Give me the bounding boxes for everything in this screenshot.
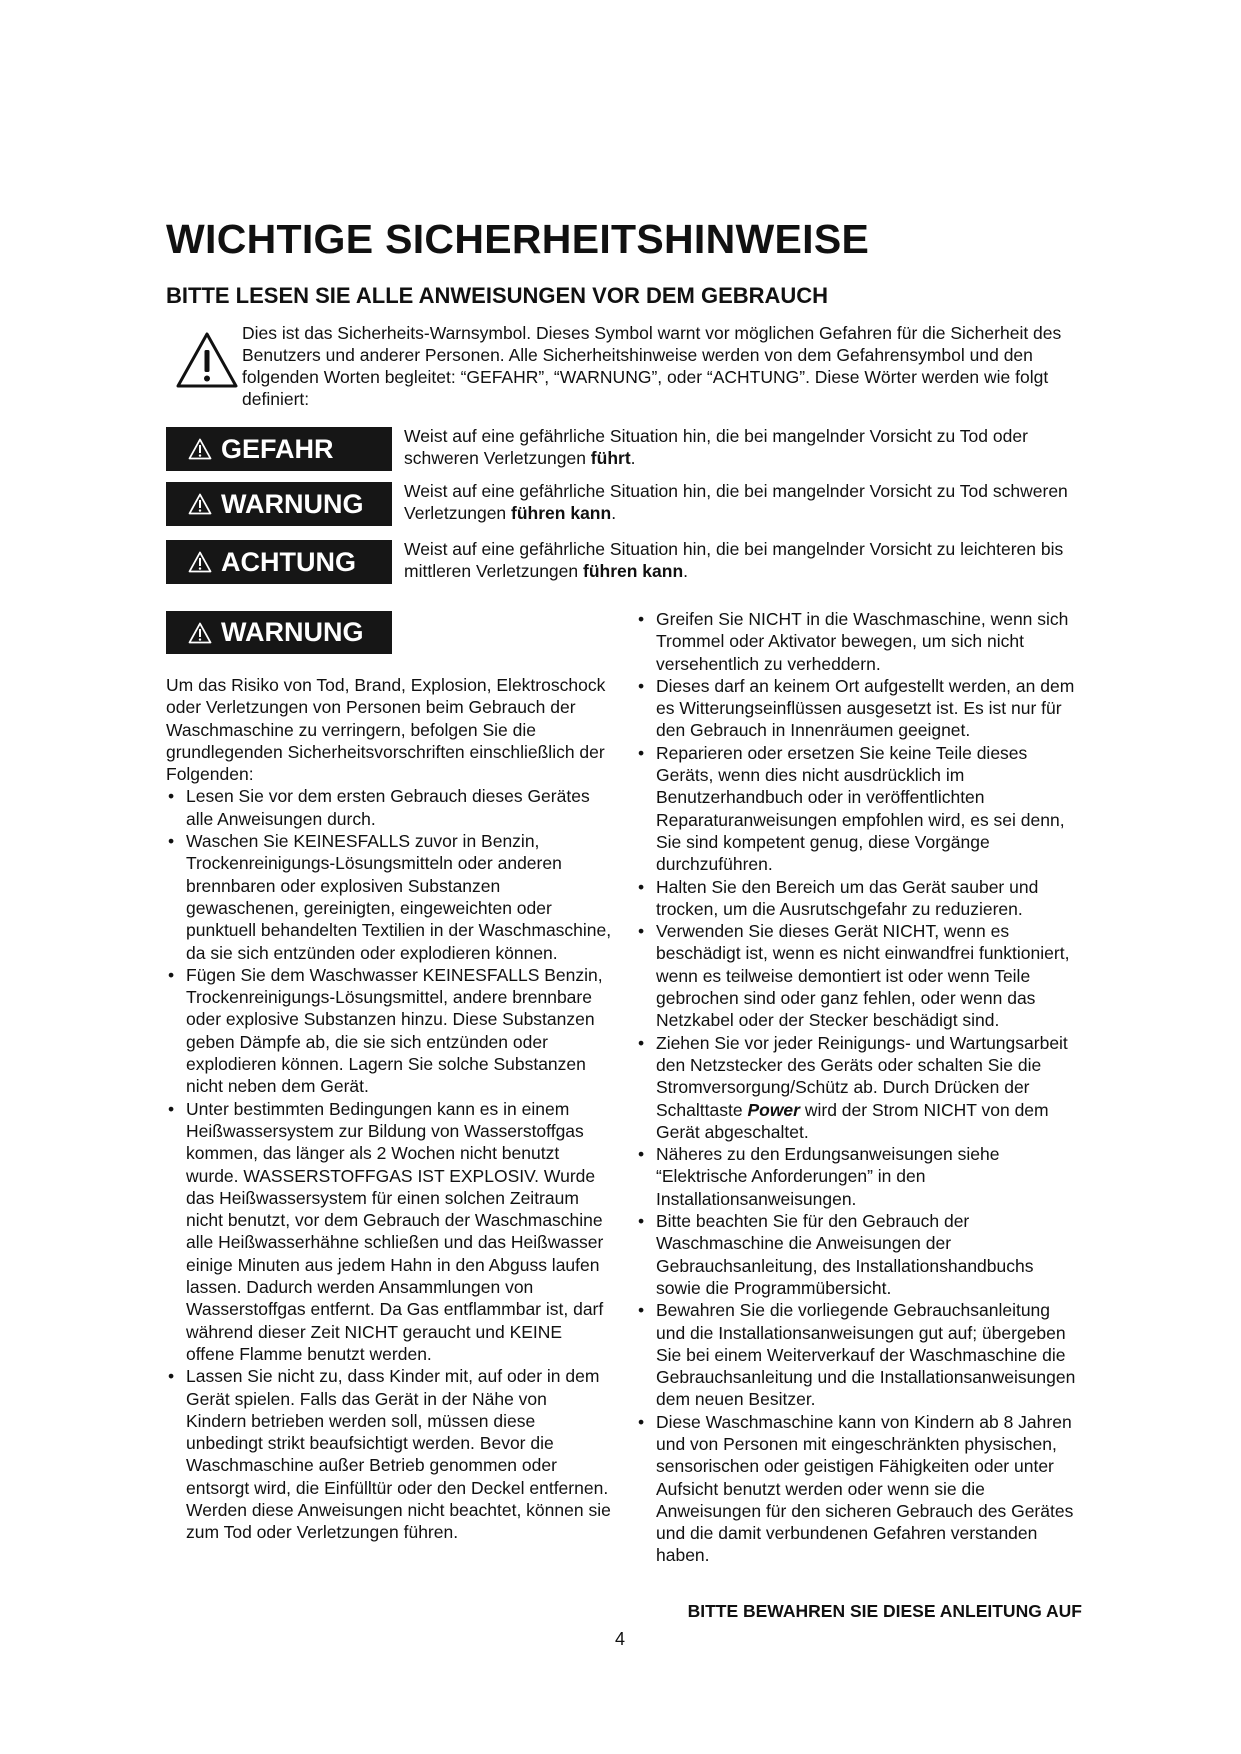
list-item: • Reparieren oder ersetzen Sie keine Teile dieses Geräts, wenn dies nicht ausdrücklich im Benutzerhandbuch oder in veröffentlichten Reparaturanweisungen empfohlen wird, es sei denn, Sie sind kompetent genug, diese Vorgänge durchzuführen. [636, 742, 1082, 876]
warning-triangle-icon [188, 438, 212, 460]
signal-word-label: WARNUNG [221, 488, 364, 519]
list-item: • Bewahren Sie die vorliegende Gebrauchsanleitung und die Installationsanweisungen gut auf; übergeben Sie bei einem Weiterverkauf der Waschmaschine die Gebrauchsanleitung und die Installationsanweisungen dem neuen Besitzer. [636, 1299, 1082, 1410]
list-item: • Waschen Sie KEINESFALLS zuvor in Benzin, Trockenreinigungs-Lösungsmitteln oder anderen brennbaren oder explosiven Substanzen gewaschenen, gereinigten, eingeweichten oder punktuell behandelten Textilien in der Waschmaschine, da sie sich entzünden oder explodieren können. [166, 830, 612, 964]
list-item: • Bitte beachten Sie für den Gebrauch der Waschmaschine die Anweisungen der Gebrauchsanleitung, des Installationshandbuchs sowie die Programmübersicht. [636, 1210, 1082, 1299]
list-item: • Diese Waschmaschine kann von Kindern ab 8 Jahren und von Personen mit eingeschränkten physischen, sensorischen oder geistigen Fähigkeiten oder unter Aufsicht benutzt werden oder wenn sie die Anweisungen für den sicheren Gebrauch des Gerätes und die damit verbundenen Gefahren verstanden haben. [636, 1411, 1082, 1567]
definition-gefahr: Weist auf eine gefährliche Situation hin, die bei mangelnder Vorsicht zu Tod oder schweren Verletzungen führt. [404, 426, 1028, 468]
list-item: • Lesen Sie vor dem ersten Gebrauch dieses Gerätes alle Anweisungen durch. [166, 785, 612, 830]
warning-heading [166, 611, 392, 654]
list-item: • Halten Sie den Bereich um das Gerät sauber und trocken, um die Ausrutschgefahr zu reduzieren. [636, 876, 1082, 921]
warning-triangle-icon [188, 622, 212, 644]
definition-warnung: Weist auf eine gefährliche Situation hin, die bei mangelnder Vorsicht zu Tod schweren Verletzungen führen kann. [404, 481, 1068, 523]
page-title: WICHTIGE SICHERHEITSHINWEISE [166, 216, 870, 262]
list-item: • Fügen Sie dem Waschwasser KEINESFALLS Benzin, Trockenreinigungs-Lösungsmittel, andere brennbare oder explosive Substanzen hinzu. Diese Substanzen geben Dämpfe ab, die sie sich entzünden oder explodieren können. Lagern Sie solche Substanzen nicht neben dem Gerät. [166, 964, 612, 1098]
list-item: • Lassen Sie nicht zu, dass Kinder mit, auf oder in dem Gerät spielen. Falls das Gerät in der Nähe von Kindern betrieben werden soll, müssen diese unbedingt strikt beaufsichtigt werden. Bevor die Waschmaschine außer Betrieb genommen oder entsorgt wird, die Einfülltür oder den Deckel entfernen. Werden diese Anweisungen nicht beachtet, können sie zum Tod oder Verletzungen führen. [166, 1365, 612, 1543]
list-item: • Ziehen Sie vor jeder Reinigungs- und Wartungsarbeit den Netzstecker des Geräts oder schalten Sie die Stromversorgung/Schütz ab. Durch Drücken der Schalttaste Power wird der Strom NICHT von dem Gerät abgeschaltet. [636, 1032, 1082, 1143]
signal-word-gefahr [166, 427, 392, 471]
signal-word-label: WARNUNG [221, 617, 364, 647]
page-subtitle: BITTE LESEN SIE ALLE ANWEISUNGEN VOR DEM GEBRAUCH [166, 283, 829, 308]
warning-triangle-icon [188, 551, 212, 573]
list-item: • Greifen Sie NICHT in die Waschmaschine, wenn sich Trommel oder Aktivator bewegen, um sich nicht versehentlich zu verheddern. [636, 608, 1082, 675]
list-item: • Näheres zu den Erdungsanweisungen siehe “Elektrische Anforderungen” in den Installationsanweisungen. [636, 1143, 1082, 1210]
signal-word-label: ACHTUNG [221, 546, 356, 577]
signal-word-label: GEFAHR [221, 433, 334, 464]
list-item: • Dieses darf an keinem Ort aufgestellt werden, an dem es Witterungseinflüssen ausgesetzt ist. Es ist nur für den Gebrauch in Innenräumen geeignet. [636, 675, 1082, 742]
left-bullet-list [166, 785, 612, 1543]
footer-note: BITTE BEWAHREN SIE DIESE ANLEITUNG AUF [687, 1601, 1082, 1621]
definition-achtung: Weist auf eine gefährliche Situation hin, die bei mangelnder Vorsicht zu leichteren bis mittleren Verletzungen führen kann. [404, 539, 1064, 581]
right-bullet-list [636, 608, 1082, 1567]
list-item: • Verwenden Sie dieses Gerät NICHT, wenn es beschädigt ist, wenn es nicht einwandfrei funktioniert, wenn es teilweise demontiert ist oder wenn Teile gebrochen sind oder ganz fehlen, oder wenn das Netzkabel oder der Stecker beschädigt sind. [636, 920, 1082, 1031]
page-number: 4 [614, 1629, 625, 1649]
warning-triangle-icon [188, 493, 212, 515]
list-item: • Unter bestimmten Bedingungen kann es in einem Heißwassersystem zur Bildung von Wasserstoffgas kommen, das länger als 2 Wochen nicht benutzt wurde. WASSERSTOFFGAS IST EXPLOSIV. Wurde das Heißwassersystem für einen solchen Zeitraum nicht benutzt, vor dem Gebrauch der Waschmaschine alle Heißwasserhähne schließen und das Heißwasser einige Minuten aus jedem Hahn in den Abguss laufen lassen. Dadurch werden Ansammlungen von Wasserstoffgas entfernt. Da Gas entflammbar ist, darf während dieser Zeit NICHT geraucht und KEINE offene Flamme benutzt werden. [166, 1098, 612, 1366]
warning-triangle-icon [174, 330, 240, 390]
intro-paragraph: Dies ist das Sicherheits-Warnsymbol. Dieses Symbol warnt vor möglichen Gefahren für die Sicherheit des Benutzers und anderer Personen. Alle Sicherheitshinweise werden von dem Gefahrensymbol und den folgenden Worten begleitet: “GEFAHR”, “WARNUNG”, oder “ACHTUNG”. Diese Wörter werden wie folgt definiert: [242, 323, 1062, 409]
signal-word-warnung [166, 482, 392, 526]
warning-intro: Um das Risiko von Tod, Brand, Explosion, Elektroschock oder Verletzungen von Personen beim Gebrauch der Waschmaschine zu verringern, befolgen Sie die grundlegenden Sicherheitsvorschriften einschließlich der Folgenden: [166, 675, 606, 785]
right-column [636, 608, 1082, 1567]
left-column [166, 674, 612, 1544]
signal-word-achtung [166, 540, 392, 584]
